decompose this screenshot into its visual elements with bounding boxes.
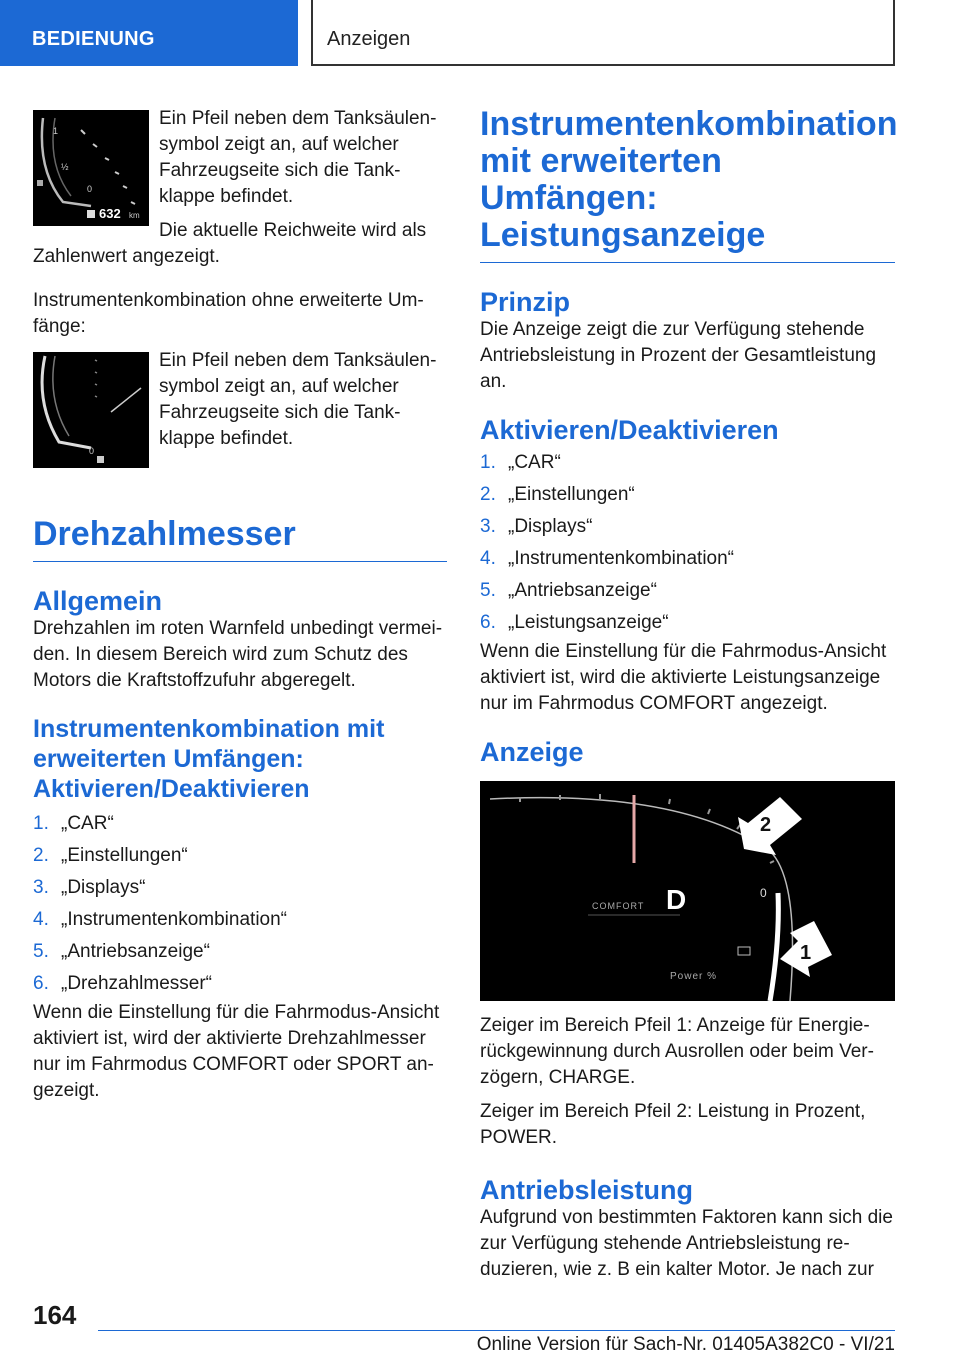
gauge-tick-half: ½ [61,162,69,172]
display-label: Power % [670,971,718,982]
display-mode: COMFORT [592,901,645,911]
subheading-activate: Instrumentenkombination mit erweiterten Umfängen: Aktivieren/Deaktivieren [33,715,385,803]
closing-text: Wenn die Einstellung für die Fahrmodus-Ansicht aktiviert ist, wird der aktivierte Drehzahlmesser nur im Fahrmodus COMFORT oder SPORT an-gezeigt. [33,1002,440,1101]
fuel-pump-icon [97,456,104,463]
fuel-pump-icon [37,180,43,186]
step-text: „Drehzahlmesser“ [61,973,212,994]
caption-arrow-1: Zeiger im Bereich Pfeil 1: Anzeige für Energie-rückgewinnung durch Ausrollen oder beim Ver-zögern, CHARGE. [480,1015,874,1088]
left-column [33,106,447,1112]
step-number: 1. [33,813,49,834]
step-number: 1. [480,452,496,473]
allgemein-text: Drehzahlen im roten Warnfeld unbedingt vermei-den. In diesem Bereich wird zum Schutz des Motors die Kraftstoffzufuhr abgeregelt. [33,618,443,691]
arrow-1-icon [780,921,832,977]
subheading-allgemein: Allgemein [33,586,163,616]
step-number: 2. [480,484,496,505]
step-text: „Einstellungen“ [61,845,188,866]
step-number: 6. [480,612,496,633]
step-text: „Instrumentenkombination“ [61,909,287,930]
arrow-1-number: 1 [800,942,812,964]
gauge-tick-1: 1 [53,126,59,136]
subheading-anzeige: Anzeige [480,737,584,767]
subheading-antriebsleistung: Antriebsleistung [480,1175,694,1205]
list-item [33,840,447,872]
list-item [33,904,447,936]
fuel-pump-icon-small [87,210,95,218]
step-text: „Instrumentenkombination“ [508,548,734,569]
arrow-2-number: 2 [760,814,772,836]
list-item [33,872,447,904]
gauge-tick-0: 0 [89,446,95,456]
page-number: 164 [33,1300,77,1330]
display-gear: D [666,884,687,915]
list-item [480,543,895,575]
step-text: „Antriebsanzeige“ [508,580,657,601]
antriebsleistung-text: Aufgrund von bestimmten Faktoren kann sich die zur Verfügung stehende Antriebsleistung re-duzieren, wie z. B ein kalter Motor. Je nach zur [480,1207,893,1280]
steps-list [33,808,447,1000]
fuel-arrow-text: Ein Pfeil neben dem Tanksäulen-symbol zeigt an, auf welcher Fahrzeugseite sich die Tank-klappe befindet. [159,108,437,207]
list-item [480,447,895,479]
prinzip-text: Die Anzeige zeigt die zur Verfügung stehende Antriebsleistung in Prozent der Gesamtleistung an. [480,319,877,392]
arrow-2-icon [738,797,802,855]
list-item [480,479,895,511]
right-column [480,105,898,1291]
step-number: 4. [480,548,496,569]
list-item [33,936,447,968]
step-text: „Displays“ [508,516,593,537]
range-text: Die aktuelle Reichweite wird als Zahlenwert angezeigt. [33,220,427,267]
step-number: 6. [33,973,49,994]
list-item [480,575,895,607]
list-item [33,968,447,1000]
section-heading-drehzahlmesser: Drehzahlmesser [33,516,447,562]
gauge-tick-0: 0 [87,184,93,194]
display-tick-0: 0 [760,886,767,900]
without-extended-text: Instrumentenkombination ohne erweiterte Um-fänge: [33,290,424,337]
power-display-image [480,781,895,1001]
step-number: 3. [33,877,49,898]
steps-list [480,447,895,639]
range-value: 632 [99,206,121,221]
topic-title: Anzeigen [327,28,411,50]
battery-icon [738,947,750,955]
subheading-aktivieren: Aktivieren/Deaktivieren [480,415,779,445]
step-text: „CAR“ [508,452,561,473]
list-item [480,511,895,543]
topic-header [311,0,895,66]
step-number: 4. [33,909,49,930]
footer-version: Online Version für Sach-Nr. 01405A382C0 - VI/21 [476,1334,895,1355]
step-text: „Leistungsanzeige“ [508,612,669,633]
step-text: „CAR“ [61,813,114,834]
footer-divider [98,1330,895,1331]
range-unit: km [129,211,140,220]
aktivieren-text: Wenn die Einstellung für die Fahrmodus-Ansicht aktiviert ist, wird die aktivierte Leistungsanzeige nur im Fahrmodus COMFORT angezeigt. [480,641,887,714]
caption-arrow-2: Zeiger im Bereich Pfeil 2: Leistung in Prozent, POWER. [480,1101,866,1148]
step-number: 3. [480,516,496,537]
list-item [480,607,895,639]
section-heading-leistungsanzeige: Instrumentenkombination mit erweiterten Umfängen: Leistungsanzeige [480,106,895,263]
step-number: 2. [33,845,49,866]
section-title: BEDIENUNG [32,28,155,50]
step-text: „Einstellungen“ [508,484,635,505]
basic-gauge-image [33,352,149,468]
step-number: 5. [480,580,496,601]
subheading-prinzip: Prinzip [480,287,571,317]
step-text: „Displays“ [61,877,146,898]
list-item [33,808,447,840]
section-tab [0,0,298,66]
step-number: 5. [33,941,49,962]
step-text: „Antriebsanzeige“ [61,941,210,962]
fuel-arrow-text-basic: Ein Pfeil neben dem Tanksäulen-symbol zeigt an, auf welcher Fahrzeugseite sich die Tank-klappe befindet. [159,350,437,449]
fuel-gauge-image [33,110,149,226]
